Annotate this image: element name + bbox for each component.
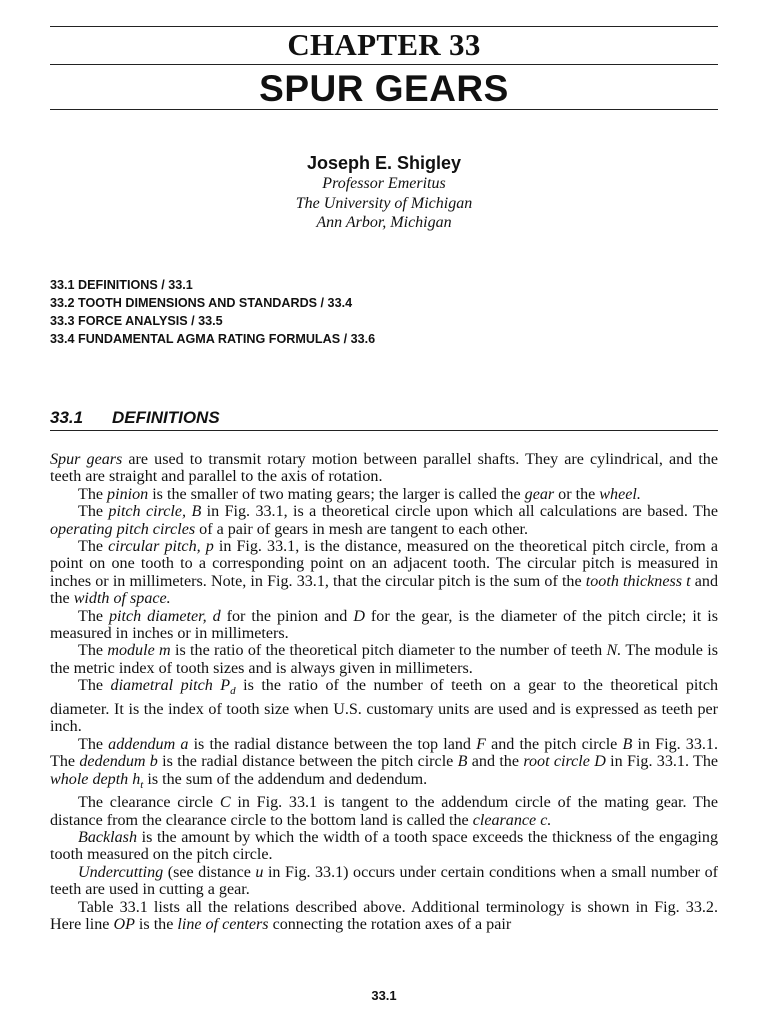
section-rule — [50, 430, 718, 431]
author-title: Professor Emeritus — [322, 175, 446, 192]
paragraph: The pinion is the smaller of two mating gears; the larger is called the gear or the wheel. — [78, 485, 641, 503]
subscript: d — [230, 685, 236, 698]
italic-term: clearance c. — [472, 811, 552, 829]
italic-term: operating pitch circles — [50, 520, 196, 538]
italic-term: Undercutting — [78, 863, 164, 881]
italic-term: width of space. — [73, 590, 171, 608]
toc-item[interactable]: 33.4 FUNDAMENTAL AGMA RATING FORMULAS / 33.6 — [50, 332, 376, 346]
italic-term: diametral pitch P — [110, 677, 231, 695]
page-number: 33.1 — [371, 988, 397, 1003]
italic-term: Backlash — [78, 828, 137, 846]
paragraph: Backlash is the amount by which the width of a tooth space exceeds the thickness of the engaging tooth measured on the pitch circle. — [50, 828, 718, 864]
chapter-label: CHAPTER 33 — [287, 27, 481, 62]
paragraph: The pitch circle, B in Fig. 33.1, is a theoretical circle upon which all calculations are based. The operating pitch circles of a pair of gears in mesh are tangent to each other. — [50, 503, 718, 538]
italic-term: u — [255, 863, 264, 881]
italic-term: F — [476, 735, 486, 753]
paragraph: The module m is the ratio of the theoretical pitch diameter to the number of teeth N. The module is the metric index of tooth sizes and is always given in millimeters. — [50, 642, 718, 677]
italic-term: D — [353, 607, 365, 625]
italic-term: wheel. — [599, 485, 641, 503]
subscript: t — [140, 778, 144, 791]
italic-term: pitch diameter, d — [109, 607, 221, 625]
toc-item[interactable]: 33.2 TOOTH DIMENSIONS AND STANDARDS / 33.4 — [50, 296, 353, 310]
italic-term: module m — [107, 642, 171, 660]
table-of-contents — [50, 276, 718, 348]
italic-term: pitch circle, B — [108, 503, 202, 521]
italic-term: dedendum b — [79, 753, 158, 771]
author-block — [0, 152, 768, 233]
paragraph: Spur gears are used to transmit rotary motion between parallel shafts. They are cylindrical, and the teeth are straight and parallel to the axis of rotation. — [50, 451, 718, 486]
author-affiliation: The University of Michigan — [295, 194, 473, 212]
paragraph: The clearance circle C in Fig. 33.1 is tangent to the addendum circle of the mating gear. The distance from the clearance circle to the bottom land is called the clearance c. — [50, 794, 718, 829]
section-number: 33.1 — [50, 408, 84, 427]
italic-term: B — [457, 753, 468, 771]
italic-term: C — [219, 794, 231, 812]
italic-term: circular pitch, p — [108, 538, 214, 556]
italic-term: addendum a — [108, 735, 189, 753]
section-title: DEFINITIONS — [112, 408, 220, 427]
toc-item[interactable]: 33.3 FORCE ANALYSIS / 33.5 — [50, 314, 223, 328]
title-rule — [50, 64, 718, 65]
paragraph: The diametral pitch $P_d$ is the ratio of the number of teeth on a gear to the theoretical pitch diameter. It is the index of tooth size when U.S. customary units are used and is expressed as teeth per inch. — [50, 677, 719, 736]
title-bottom-rule — [50, 109, 718, 110]
paragraph: Undercutting (see distance u in Fig. 33.1) occurs under certain conditions when a small number of teeth are used in cutting a gear. — [50, 863, 718, 899]
italic-term: Spur gears — [50, 451, 123, 468]
italic-term: tooth thickness t — [585, 572, 691, 590]
italic-term: pinion — [107, 485, 149, 503]
italic-term: whole depth h — [50, 770, 141, 788]
author-name: Joseph E. Shigley — [306, 153, 462, 173]
paragraph: Table 33.1 lists all the relations described above. Additional terminology is shown in Fig. 33.2. Here line OP is the line of centers connecting the rotation axes of a pair — [50, 898, 718, 933]
paragraph: The addendum a is the radial distance between the top land F and the pitch circle B in Fig. 33.1. The dedendum b is the radial distance between the pitch circle B and the root circle D in Fig. 33.1. The whole depth $h_t$ is the sum of the addendum and dedendum. — [50, 735, 719, 791]
italic-term: line of centers — [177, 916, 269, 933]
paragraph: The pitch diameter, d for the pinion and D for the gear, is the diameter of the pitch circle; it is measured in inches or in millimeters. — [50, 607, 718, 643]
author-location: Ann Arbor, Michigan — [316, 214, 452, 231]
section-heading — [50, 407, 220, 429]
italic-term: N. — [606, 642, 622, 660]
body-text — [50, 451, 718, 933]
italic-term: root circle D — [523, 753, 606, 771]
toc-item[interactable]: 33.1 DEFINITIONS / 33.1 — [50, 278, 193, 292]
chapter-title: SPUR GEARS — [259, 68, 509, 109]
paragraph: The circular pitch, p in Fig. 33.1, is the distance, measured on the theoretical pitch circle, from a point on one tooth to a corresponding point on an adjacent tooth. The circular pitch is measured in inches or in millimeters. Note, in Fig. 33.1, that the circular pitch is the sum of the tooth thickness t and the width of space. — [50, 538, 719, 608]
italic-term: gear — [524, 485, 555, 503]
italic-term: OP — [113, 916, 135, 933]
italic-term: B — [622, 735, 633, 753]
